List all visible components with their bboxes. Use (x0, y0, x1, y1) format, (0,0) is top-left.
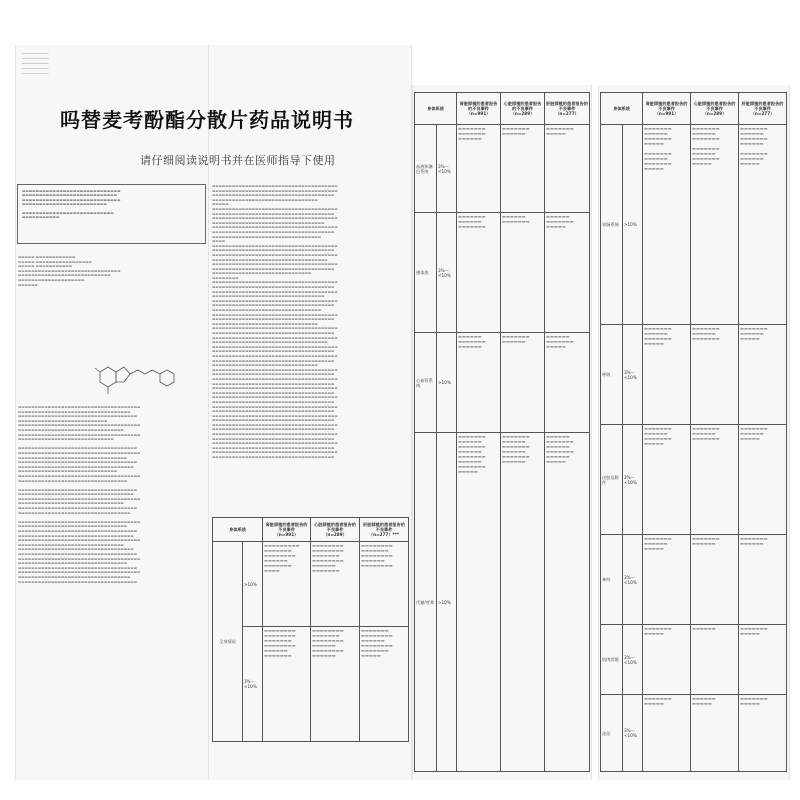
cell-text: ▬▬▬▬▬▬▬▬ ▬▬▬▬▬▬▬ ▬▬▬▬▬▬▬▬ ▬▬▬▬▬▬ ▬▬▬▬▬▬▬▬ (360, 542, 409, 627)
header-heart: 心脏移植的患者报告的不良事件 （n=289） (691, 93, 739, 125)
cell-text: ▬▬▬▬▬▬▬ ▬▬▬▬▬▬ ▬▬▬▬▬▬▬ ▬▬▬▬▬ ▬▬▬▬▬▬▬ ▬▬▬▬▬▬ ▬▬▬▬▬▬▬ ▬▬▬▬▬ (643, 125, 691, 325)
cell-text: ▬▬▬▬▬▬▬▬ ▬▬▬▬▬▬▬ ▬▬▬▬▬▬▬▬ ▬▬▬▬▬▬ ▬▬▬▬▬▬▬▬ ▬▬▬▬▬▬ (311, 627, 360, 742)
cell-text: ▬▬▬▬▬▬ (691, 625, 739, 695)
row-system: 全身情况 (213, 542, 243, 742)
row-system: 皮肤及附件 (601, 425, 623, 535)
document-title: 吗替麦考酚酯分散片药品说明书 (60, 108, 354, 132)
cell-text: ▬▬▬▬▬▬▬ ▬▬▬▬▬▬ (501, 125, 545, 213)
cell-text: ▬▬▬▬▬▬▬ ▬▬▬▬▬ (739, 695, 787, 772)
cell-text: ▬▬▬▬▬▬▬ ▬▬▬▬▬▬ ▬▬▬▬▬▬▬ ▬▬▬▬▬▬ ▬▬▬▬▬▬▬ ▬▬▬▬▬▬ ▬▬▬▬▬ (739, 125, 787, 325)
adverse-events-table-1 (212, 517, 409, 742)
drug-info-text-block-1: ▬▬▬▬▬ ▬▬▬▬▬▬▬▬▬▬▬▬ ▬▬▬▬▬ ▬▬▬▬▬▬▬▬▬▬▬▬▬▬▬▬▬ ▬▬▬▬▬ ▬▬▬▬▬▬▬▬▬▬▬ ▬▬▬▬▬▬▬▬▬▬▬▬▬▬▬▬▬▬▬▬▬▬▬▬▬▬▬▬▬▬▬ ▬▬▬▬▬▬▬▬▬▬▬▬▬▬▬▬▬▬▬▬▬▬▬▬▬▬▬▬ ▬▬▬▬▬▬▬▬▬▬▬▬▬▬▬▬▬▬▬▬ ▬▬▬▬▬▬ (18, 255, 121, 287)
cell-text: ▬▬▬▬▬▬▬ ▬▬▬▬▬▬ ▬▬▬▬▬ (739, 425, 787, 535)
cell-text: ▬▬▬▬▬▬▬ ▬▬▬▬▬▬ ▬▬▬▬▬▬▬ ▬▬▬▬▬▬ ▬▬▬▬▬▬▬ ▬▬▬▬▬▬ (501, 433, 545, 772)
header-liver: 肝脏移植的患者报告的不良事件 （n=277） (739, 93, 787, 125)
document-subtitle: 请仔细阅读说明书并在医师指导下使用 (140, 154, 336, 167)
header-system: 身体系统 (601, 93, 643, 125)
warning-notice-box (17, 184, 206, 244)
header-renal: 肾脏移植的患者报告的不良事件 （n=991） (643, 93, 691, 125)
row-freq: 3%～<10% (623, 695, 643, 772)
row-system: 代谢/营养 (415, 433, 437, 772)
cell-text: ▬▬▬▬▬▬ ▬▬▬▬▬▬▬ ▬▬▬▬▬ (545, 333, 590, 433)
row-freq: 3%～<10% (623, 325, 643, 425)
row-freq: 3%～<10% (437, 125, 457, 213)
pharmacology-text-block: ▬▬▬▬▬▬▬▬▬▬▬▬▬▬▬▬▬▬▬▬▬▬▬▬▬▬▬▬▬▬▬▬▬▬▬▬▬▬ ▬▬▬▬▬▬▬▬▬▬▬▬▬▬▬▬▬▬▬▬▬▬▬▬▬▬▬▬▬▬▬▬▬▬▬▬▬▬ ▬▬▬▬▬▬▬▬▬▬▬▬▬▬▬▬▬▬▬▬▬▬▬▬▬▬▬▬▬▬▬▬▬▬▬▬▬ ▬▬▬▬▬▬▬▬▬▬▬▬▬▬▬▬▬▬▬▬▬▬▬▬▬▬▬▬▬▬▬▬ ▬▬▬▬▬ ▬▬▬▬▬▬▬▬▬▬▬▬▬▬▬▬▬▬▬▬▬▬▬▬▬▬▬▬▬▬▬▬▬▬▬▬▬▬ ▬▬▬▬▬▬▬▬▬▬▬▬▬▬▬▬▬▬▬▬▬▬▬▬▬▬▬▬▬▬▬▬▬▬▬▬▬ ▬▬▬▬▬▬▬▬▬▬▬▬▬▬▬▬▬▬▬▬▬▬▬▬▬▬▬▬▬▬▬▬▬▬▬▬▬▬ ▬▬▬▬▬▬▬▬▬▬▬▬▬▬▬▬▬▬▬▬▬▬▬▬▬▬▬▬▬▬▬▬▬▬ ▬▬▬▬▬▬▬▬▬▬▬▬▬▬▬▬▬▬▬▬▬▬▬▬▬▬▬▬▬▬▬▬▬▬▬▬▬▬ ▬▬▬▬▬▬▬▬▬▬▬▬▬▬▬▬▬▬▬▬▬▬▬▬▬▬▬▬▬▬▬▬▬▬▬▬▬ ▬▬▬▬▬▬▬▬▬▬▬▬▬▬▬▬▬▬▬▬▬▬▬▬▬▬▬▬▬▬▬▬▬ ▬▬▬▬ ▬▬▬▬▬▬▬▬▬▬▬▬▬▬▬▬▬▬▬▬▬▬▬▬▬▬▬▬▬▬▬▬▬▬▬▬▬▬ ▬▬▬▬▬▬▬▬▬▬▬▬▬▬▬▬▬▬▬▬▬▬▬▬▬▬▬▬▬▬▬▬▬▬▬▬▬ ▬▬▬▬▬▬▬▬▬▬▬▬▬▬▬▬▬▬▬▬▬▬▬▬▬▬▬▬▬▬▬▬▬▬▬▬▬▬ ▬▬▬▬▬▬▬▬▬▬▬▬▬▬▬▬▬▬▬▬▬▬▬▬▬▬▬▬▬▬▬▬▬▬▬ ▬▬▬▬▬▬▬▬▬▬▬▬▬▬▬▬▬▬▬▬▬▬▬▬▬▬▬▬▬▬▬▬▬▬▬▬▬▬ ▬▬▬▬▬▬▬▬▬▬▬▬▬▬▬▬▬▬▬▬▬▬▬▬▬▬▬▬▬▬▬▬▬▬▬▬▬ ▬▬▬▬▬▬▬▬▬▬▬▬▬▬▬▬▬▬▬▬▬▬▬▬▬▬▬▬▬▬ ▬▬▬▬▬▬▬▬ ▬▬▬▬▬▬▬▬▬▬▬▬▬▬▬▬▬▬▬▬▬▬▬▬▬▬▬▬▬▬▬▬▬▬▬▬▬▬ ▬▬▬▬▬▬▬▬▬▬▬▬▬▬▬▬▬▬▬▬▬▬▬▬▬▬▬▬▬▬▬▬▬▬▬▬▬ ▬▬▬▬▬▬▬▬▬▬▬▬▬▬▬▬▬▬▬▬▬▬▬▬▬▬▬▬▬▬▬▬▬▬▬▬▬▬ ▬▬▬▬▬▬▬▬▬▬▬▬▬▬▬▬▬▬▬▬▬▬▬▬▬▬▬▬▬▬▬▬▬▬ ▬▬▬▬▬▬▬▬▬▬▬▬▬▬▬▬▬▬▬▬▬▬▬▬▬▬▬▬▬▬▬▬▬▬▬▬▬▬ ▬▬▬▬▬▬▬▬▬▬▬▬▬▬▬▬▬▬▬▬▬▬▬▬▬▬▬▬▬▬▬▬▬▬▬▬▬ ▬▬▬▬▬▬▬▬▬▬▬▬▬▬▬▬▬▬▬▬▬▬▬▬▬▬▬▬▬▬▬▬▬ ▬▬▬▬▬▬▬▬▬▬▬▬▬▬▬▬▬▬▬▬▬▬▬▬▬▬▬▬▬▬▬▬▬▬▬▬▬▬ ▬▬▬▬▬▬▬▬▬▬▬▬▬▬▬▬▬▬▬▬▬▬▬▬▬▬▬▬▬▬▬▬▬▬▬▬▬ ▬▬▬▬▬▬▬▬▬▬▬▬▬▬▬▬▬▬▬▬▬▬▬▬▬▬▬▬▬▬▬▬ ▬▬▬▬▬▬▬▬▬▬▬▬▬▬▬▬▬▬▬▬▬▬▬▬▬▬▬▬▬▬▬▬▬▬▬▬▬▬ ▬▬▬▬▬▬▬▬▬▬▬▬▬▬▬▬▬▬▬▬▬▬▬▬▬▬▬▬▬▬▬▬▬▬▬▬▬ ▬▬▬▬▬▬▬▬▬▬▬▬▬▬▬▬▬▬▬▬▬▬▬▬▬▬▬▬▬▬▬▬▬▬▬▬▬▬ ▬▬▬▬▬▬▬▬▬▬▬▬▬▬▬▬▬▬▬▬▬▬▬▬▬▬▬▬▬▬▬▬▬▬▬ ▬▬▬▬▬▬▬▬▬▬▬▬▬▬▬▬▬▬▬▬▬▬▬▬▬▬▬▬▬▬▬▬▬▬▬▬▬▬ ▬▬▬▬▬▬▬▬▬▬▬▬▬▬▬▬▬▬▬▬▬▬▬▬▬▬▬▬▬▬▬▬▬▬▬▬▬ ▬▬▬▬▬▬▬▬▬▬▬▬▬▬▬▬▬▬▬▬▬▬▬▬▬▬▬▬▬▬▬▬▬▬▬▬▬▬ ▬▬▬▬▬▬▬▬▬▬▬▬▬▬▬▬▬▬▬▬▬▬▬▬▬▬▬▬▬▬▬▬▬▬▬▬▬ ▬▬▬▬▬▬▬▬▬▬▬▬▬▬▬▬▬▬▬▬▬▬▬▬▬▬▬▬▬▬▬▬ ▬▬▬▬▬▬▬▬▬▬▬▬▬▬▬▬▬▬▬▬▬▬▬▬▬▬▬▬▬▬▬▬▬▬▬▬▬▬ ▬▬▬▬▬▬▬▬▬▬▬▬▬▬▬▬▬▬▬▬▬▬▬▬▬▬▬▬▬▬▬▬▬▬▬▬▬ ▬▬▬▬▬▬▬▬▬▬▬▬▬▬▬▬▬▬▬▬▬▬▬▬▬▬▬▬▬▬▬▬▬▬▬▬▬▬ ▬▬▬▬▬▬▬▬▬▬▬▬▬▬▬▬▬▬▬▬▬▬▬▬▬▬▬▬▬▬▬▬▬▬▬▬▬ ▬▬▬▬▬▬▬▬▬▬▬▬▬▬▬▬▬▬▬▬▬▬▬▬▬▬▬▬▬▬▬▬▬▬▬▬▬▬ ▬▬▬▬▬▬▬▬▬▬▬▬▬▬▬▬▬▬▬▬▬▬▬▬▬▬▬▬▬▬▬▬▬▬▬▬▬ ▬▬▬▬▬▬▬▬▬▬▬▬▬▬▬▬▬▬▬▬▬▬▬▬▬▬▬▬▬▬▬▬▬▬▬▬▬▬ ▬▬▬▬▬▬▬▬▬▬▬▬▬▬▬▬▬▬▬▬▬▬▬▬▬▬▬▬▬▬▬▬▬▬▬▬▬ ▬▬▬▬▬▬▬▬▬▬▬▬▬▬▬▬▬▬▬▬▬▬▬▬▬▬▬▬▬▬▬▬▬▬▬▬▬▬ ▬▬▬▬▬▬▬▬▬▬▬▬▬▬▬▬▬▬▬▬▬▬▬▬▬▬▬▬▬▬▬▬▬▬▬▬▬ ▬▬▬▬▬▬▬▬▬▬▬▬▬▬▬▬▬▬▬▬▬▬▬▬▬▬▬▬▬▬▬▬▬▬▬▬▬▬ ▬▬▬▬▬▬▬▬▬▬▬▬▬▬▬▬▬▬▬▬▬▬▬▬▬▬▬▬▬▬▬▬▬▬▬▬▬ ▬▬▬▬▬▬▬▬▬▬▬▬▬▬▬▬▬▬▬▬▬▬▬▬▬▬▬▬▬▬▬▬▬▬▬▬▬▬ ▬▬▬▬▬▬▬▬▬▬▬▬▬▬▬▬▬▬▬▬▬▬▬▬▬▬▬▬▬▬▬▬▬▬▬▬▬ ▬▬▬▬▬▬▬▬▬▬▬▬▬▬▬▬▬▬▬▬▬▬▬▬▬▬▬▬▬▬▬▬▬▬▬▬▬▬ ▬▬▬▬▬▬▬▬▬▬▬▬▬▬▬▬▬▬▬▬▬▬▬▬▬▬▬▬▬▬▬▬▬▬▬▬▬ ▬▬▬▬▬▬▬▬▬▬▬▬▬▬▬▬▬▬▬▬▬▬▬▬▬▬▬▬▬▬▬▬▬▬▬▬▬▬ ▬▬▬▬▬▬▬▬▬▬▬▬▬▬▬▬▬▬▬▬▬▬▬▬▬▬▬▬▬▬▬▬▬▬▬▬▬ ▬▬▬▬▬▬▬▬▬▬▬▬▬▬▬▬▬▬▬▬▬▬▬▬▬▬▬▬▬▬▬▬▬▬▬▬▬▬ ▬▬▬▬▬▬▬▬▬▬▬▬▬▬▬▬▬▬▬▬▬▬▬▬▬▬▬▬▬▬▬▬▬▬▬▬▬ (212, 184, 338, 460)
cell-text: ▬▬▬▬▬▬ ▬▬▬▬▬▬▬ ▬▬▬▬▬▬ (457, 333, 501, 433)
cell-text: ▬▬▬▬▬▬▬ ▬▬▬▬▬▬ ▬▬▬▬▬▬▬ (691, 325, 739, 425)
header-system: 身体系统 (415, 93, 457, 125)
row-system: 心血管系统 (415, 333, 437, 433)
drug-info-text-block-2: ▬▬▬▬▬▬▬▬▬▬▬▬▬▬▬▬▬▬▬▬▬▬▬▬▬▬▬▬▬▬▬▬▬▬▬▬▬ ▬▬▬▬▬▬▬▬▬▬▬▬▬▬▬▬▬▬▬▬▬▬▬▬▬▬▬▬▬▬▬▬▬▬ ▬▬▬▬▬▬▬▬▬▬▬▬▬▬▬▬▬▬▬▬▬▬▬▬▬▬▬▬▬▬▬▬▬▬▬▬ ▬▬▬▬▬▬▬▬▬▬▬▬▬▬▬▬▬▬▬▬▬▬▬▬▬▬▬ ▬▬▬▬▬▬▬▬▬▬▬▬▬▬▬▬▬▬▬▬▬▬▬▬▬▬▬▬▬▬▬▬▬▬▬▬▬ ▬▬▬▬▬▬▬▬▬▬▬▬▬▬▬▬▬▬▬▬▬▬▬▬▬▬▬▬▬▬▬▬ ▬▬▬▬▬▬▬▬▬▬▬▬▬▬▬▬▬▬▬▬▬▬▬▬▬▬▬▬▬▬▬▬▬▬▬▬▬ ▬▬▬▬▬▬▬▬▬▬▬▬▬▬▬▬▬▬▬▬▬▬▬▬▬▬▬▬▬ ▬▬▬▬▬▬▬▬▬▬▬▬▬▬▬▬▬▬▬▬▬▬▬▬▬▬▬▬▬▬▬▬▬▬▬▬ ▬▬▬▬▬▬▬▬▬▬▬▬▬▬▬▬▬▬▬▬▬▬▬▬▬▬▬▬▬▬▬▬▬▬▬▬▬ ▬▬▬▬▬▬▬▬▬▬▬▬▬▬▬▬▬▬▬▬▬▬▬▬▬▬▬▬▬▬▬▬▬ ▬▬▬▬▬▬▬▬▬▬▬▬▬▬▬▬▬▬▬▬▬▬▬▬▬▬▬▬▬▬▬▬▬▬▬▬ ▬▬▬▬▬▬▬▬▬▬▬▬▬▬▬▬▬▬▬▬▬▬▬▬▬▬▬▬▬▬▬▬▬▬▬ ▬▬▬▬▬▬▬▬▬▬▬▬▬▬▬▬▬▬▬▬▬▬▬▬▬▬▬▬▬▬ ▬▬▬▬▬▬▬▬▬▬▬▬▬▬▬▬▬▬▬▬▬▬▬▬▬▬▬▬▬▬▬▬▬▬▬▬▬ ▬▬▬▬▬▬▬▬▬▬▬▬▬▬▬▬▬▬▬▬▬▬▬▬▬▬▬▬▬▬▬▬▬ ▬▬▬▬▬▬▬▬▬▬▬▬▬▬▬▬▬▬▬▬▬▬▬▬▬▬▬▬▬▬▬▬▬▬▬▬ ▬▬▬▬▬▬▬▬▬▬▬▬▬▬▬▬▬▬▬▬▬▬▬▬▬▬▬▬▬▬▬▬▬▬▬ ▬▬▬▬▬▬▬▬▬▬▬▬▬▬▬▬▬▬▬▬▬▬▬▬▬▬▬▬▬▬▬▬▬▬▬▬▬ ▬▬▬▬▬▬▬▬▬▬▬▬▬▬▬▬▬▬▬▬▬▬▬▬▬▬▬▬▬▬▬▬ ▬▬▬▬▬▬▬▬▬▬▬▬▬▬▬▬▬▬▬▬▬▬▬▬▬▬▬▬▬▬▬▬▬▬▬▬ ▬▬▬▬▬▬▬▬▬▬▬▬▬▬▬▬▬▬▬▬▬▬▬▬▬▬▬▬▬▬▬▬▬▬ ▬▬▬▬▬▬▬▬▬▬▬▬▬▬▬▬▬▬▬▬▬▬▬▬▬▬▬▬▬▬▬▬▬▬▬▬▬ ▬▬▬▬▬▬▬▬▬▬▬▬▬▬▬▬▬▬▬▬▬▬▬▬▬▬▬▬▬▬▬▬▬ ▬▬▬▬▬▬▬▬▬▬▬▬▬▬▬▬▬▬▬▬▬▬▬▬▬▬▬▬▬▬▬▬▬▬▬▬ ▬▬▬▬▬▬▬▬▬▬▬▬▬▬▬▬▬▬▬▬▬▬▬▬▬▬▬▬▬▬▬▬▬▬▬ ▬▬▬▬▬▬▬▬▬▬▬▬▬▬▬▬▬▬▬▬▬▬▬▬▬▬▬▬▬▬▬▬▬▬▬▬▬ ▬▬▬▬▬▬▬▬▬▬▬▬▬▬▬▬▬▬▬▬▬▬▬▬▬▬▬▬▬▬▬▬ ▬▬▬▬▬▬▬▬▬▬▬▬▬▬▬▬▬▬▬▬▬▬▬▬▬▬▬▬▬▬▬▬▬▬▬ ▬▬▬▬▬▬▬▬▬▬▬▬▬▬▬▬▬▬▬▬▬▬▬▬▬▬▬▬▬▬▬▬▬▬▬▬ ▬▬▬▬▬▬▬▬▬▬▬▬▬▬▬▬▬▬▬▬▬▬▬▬▬▬▬▬▬▬▬▬▬▬▬▬▬ ▬▬▬▬▬▬▬▬▬▬▬▬▬▬▬▬▬▬▬▬▬▬▬▬▬▬▬▬▬▬▬▬▬ ▬▬▬▬▬▬▬▬▬▬▬▬▬▬▬▬▬▬▬▬▬▬▬▬▬▬▬▬▬▬▬▬▬▬▬▬ ▬▬▬▬▬▬▬▬▬▬▬▬▬▬▬▬▬▬▬▬▬▬▬▬▬▬▬▬▬▬▬▬▬▬▬▬▬ ▬▬▬▬▬▬▬▬▬▬▬▬▬▬▬▬▬▬▬▬▬▬▬▬▬▬▬▬▬▬▬▬▬▬ ▬▬▬▬▬▬▬▬▬▬▬▬▬▬▬▬▬▬▬▬▬▬▬▬▬▬▬▬▬▬▬▬▬▬▬▬ (18, 405, 141, 584)
revision-lines: ───────────── ───────────── ───────────── ───────────── ───────────── (22, 52, 49, 76)
cell-text: ▬▬▬▬▬▬ ▬▬▬▬▬▬▬ ▬▬▬▬▬▬ ▬▬▬▬▬▬▬ ▬▬▬▬▬▬ ▬▬▬▬▬ (545, 433, 590, 772)
row-freq: 3%～<10% (437, 213, 457, 333)
row-system: 感染类 (415, 213, 437, 333)
row-system: 呼吸 (601, 325, 623, 425)
header-liver: 肝脏移植的患者报告的不良事件 （n=277）*** (360, 518, 409, 542)
chemical-structure-diagram (90, 352, 185, 400)
warning-notice-text-lines: ▬▬▬▬▬▬▬▬▬▬▬▬▬▬▬▬▬▬▬▬▬▬▬▬▬▬▬▬▬ ▬▬▬▬▬▬▬▬▬▬▬▬▬▬▬▬▬▬▬▬▬▬▬▬▬▬▬▬ ▬▬▬▬▬▬▬▬▬▬▬▬▬▬▬▬▬▬▬▬▬▬▬▬▬▬▬▬▬ ▬▬▬▬▬▬▬▬▬▬▬▬▬▬▬▬▬▬▬▬▬▬▬▬▬ ▬▬▬▬▬▬▬▬▬▬▬▬▬▬▬▬▬▬▬▬▬▬▬▬▬▬▬ ▬▬▬▬▬▬▬▬▬▬▬ (22, 189, 121, 220)
row-freq: 3%～<10% (623, 535, 643, 625)
cell-text: ▬▬▬▬▬▬▬ ▬▬▬▬▬▬ ▬▬▬▬▬▬▬ ▬▬▬▬▬▬ ▬▬▬▬▬▬▬ ▬▬▬▬▬▬ ▬▬▬▬▬▬▬ ▬▬▬▬▬ (457, 433, 501, 772)
cell-text: ▬▬▬▬▬▬▬ ▬▬▬▬▬▬ ▬▬▬▬▬ (739, 325, 787, 425)
cell-text: ▬▬▬▬▬▬▬ ▬▬▬▬▬ (643, 695, 691, 772)
cell-text: ▬▬▬▬▬▬▬ ▬▬▬▬▬ (739, 625, 787, 695)
cell-text: ▬▬▬▬▬▬▬ ▬▬▬▬▬▬ ▬▬▬▬▬▬▬ (691, 425, 739, 535)
cell-text: ▬▬▬▬▬▬▬ ▬▬▬▬▬▬ ▬▬▬▬▬▬▬ ▬▬▬▬▬▬▬ ▬▬▬▬▬▬ ▬▬▬▬▬▬▬ ▬▬▬▬▬ (691, 125, 739, 325)
cell-text: ▬▬▬▬▬▬▬ ▬▬▬▬▬▬ ▬▬▬▬▬▬▬ (457, 213, 501, 333)
cell-text: ▬▬▬▬▬▬▬ ▬▬▬▬▬▬▬ ▬▬▬▬▬▬ (457, 125, 501, 213)
row-freq: 3%～<10% (243, 627, 263, 742)
header-renal: 肾脏移植的患者报告的不良事件 （n=991） (457, 93, 501, 125)
cell-text: ▬▬▬▬▬▬▬ ▬▬▬▬▬▬ ▬▬▬▬▬ (643, 535, 691, 625)
row-system: 肌肉骨骼 (601, 625, 623, 695)
cell-text: ▬▬▬▬▬▬ ▬▬▬▬▬▬▬ (501, 213, 545, 333)
cell-text: ▬▬▬▬▬▬▬▬ ▬▬▬▬▬▬▬▬ ▬▬▬▬▬▬▬ ▬▬▬▬▬▬▬▬ ▬▬▬▬▬▬ ▬▬▬▬▬▬▬ (311, 542, 360, 627)
cell-text: ▬▬▬▬▬▬ ▬▬▬▬▬▬▬ ▬▬▬▬▬ (545, 213, 590, 333)
row-freq: >10% (623, 125, 643, 325)
row-freq: >10% (437, 433, 457, 772)
cell-text: ▬▬▬▬▬▬▬ ▬▬▬▬▬▬ (739, 535, 787, 625)
adverse-events-table-3 (600, 92, 787, 772)
header-heart: 心脏移植的患者报告的不良事件 （n=289） (501, 93, 545, 125)
row-freq: 3%～<10% (623, 625, 643, 695)
row-system: 胃肠系统 (601, 125, 623, 325)
header-system: 身体系统 (213, 518, 263, 542)
cell-text: ▬▬▬▬▬▬▬ ▬▬▬▬▬▬▬▬ ▬▬▬▬▬▬ ▬▬▬▬▬▬▬▬ ▬▬▬▬▬▬▬ ▬▬▬▬▬ (360, 627, 409, 742)
row-freq: 3%～<10% (623, 425, 643, 535)
row-freq: >10% (243, 542, 263, 627)
header-renal: 肾脏移植的患者报告的不良事件 （n=991） (263, 518, 311, 542)
row-system: 神经 (601, 535, 623, 625)
cell-text: ▬▬▬▬▬▬ ▬▬▬▬▬ (691, 695, 739, 772)
cell-text: ▬▬▬▬▬▬▬ ▬▬▬▬▬ (545, 125, 590, 213)
cell-text: ▬▬▬▬▬▬▬ ▬▬▬▬▬▬ (501, 333, 545, 433)
row-system: 泌尿 (601, 695, 623, 772)
cell-text: ▬▬▬▬▬▬▬ ▬▬▬▬▬▬ ▬▬▬▬▬▬▬ ▬▬▬▬▬ (643, 325, 691, 425)
row-freq: >10% (437, 333, 457, 433)
cell-text: ▬▬▬▬▬▬▬▬ ▬▬▬▬▬▬▬▬ ▬▬▬▬▬▬▬ ▬▬▬▬▬▬▬▬ ▬▬▬▬▬▬ ▬▬▬▬▬▬▬ (263, 627, 311, 742)
header-heart: 心脏移植的患者报告的不良事件 （n=289） (311, 518, 360, 542)
cell-text: ▬▬▬▬▬▬▬▬▬ ▬▬▬▬▬▬▬ ▬▬▬▬▬▬▬▬ ▬▬▬▬▬▬ ▬▬▬▬▬▬▬ ▬▬▬▬ (263, 542, 311, 627)
adverse-events-table-2 (414, 92, 590, 772)
cell-text: ▬▬▬▬▬▬▬ ▬▬▬▬▬▬ (691, 535, 739, 625)
cell-text: ▬▬▬▬▬▬▬ ▬▬▬▬▬▬ ▬▬▬▬▬▬▬ ▬▬▬▬▬ (643, 425, 691, 535)
header-liver: 肝脏移植的患者报告的不良事件 （n=277） (545, 93, 590, 125)
cell-text: ▬▬▬▬▬▬▬ ▬▬▬▬▬ (643, 625, 691, 695)
row-system: 血液和淋巴系统 (415, 125, 437, 213)
